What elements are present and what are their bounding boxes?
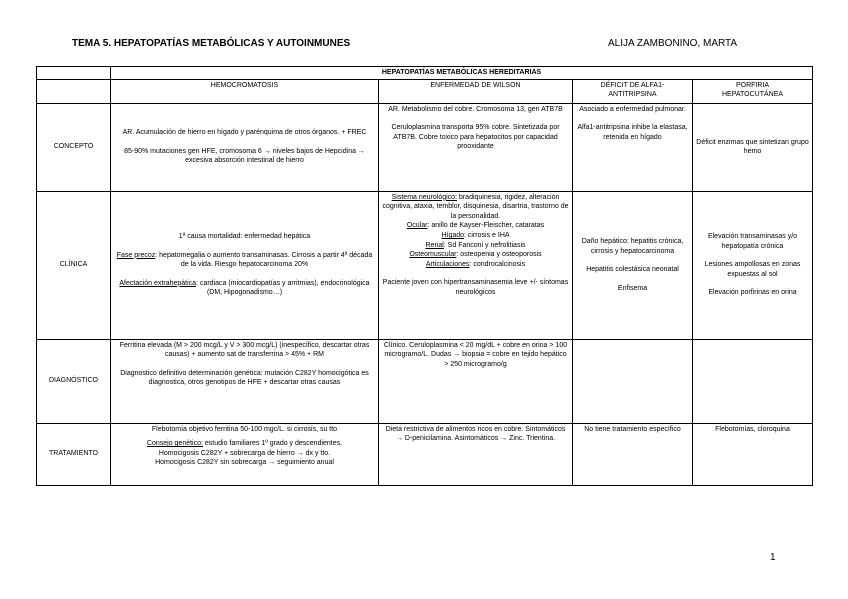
empty-corner-cell (37, 79, 111, 103)
row-tratamiento (37, 423, 813, 485)
cell-clinica-alfa: Daño hepático: hepatitis crónica, cirrosis y hepatocarcinoma Hepatitis colestásica neonatal Enfisema (573, 191, 693, 339)
cell-diagnostico-alfa (573, 339, 693, 423)
cell-tratamiento-hemo: Flebotomía objetivo ferritina 50-100 mgc/L. si cirrosis, su tto Consejo genético: estudio familiares 1º grado y descendientes. Homocigosis C282Y + sobrecarga de hierro → dx y tto. Homocigosis C282Y sin sobrecarga → seguimiento anual (111, 423, 379, 485)
cell-concepto-alfa: Asociado a enfermedad pulmonar. Alfa1-antitripsina inhibe la elastasa, retenida en hígado (573, 103, 693, 191)
document-author: ALIJA ZAMBONINO, MARTA (608, 38, 738, 49)
cell-diagnostico-wilson: Clínico. Ceruloplasmina < 20 mg/dL + cobre en orina > 100 microgramo/L. Dudas → biopsia = cobre en tejido hepático > 250 microgramo/g (379, 339, 573, 423)
document-title: TEMA 5. HEPATOPATÍAS METABÓLICAS Y AUTOINMUNES (72, 38, 351, 49)
cell-concepto-porfiria: Déficit enzimas que sintetizan grupo hemo (693, 103, 813, 191)
column-header-alfa1: DÉFICIT DE ALFA1- ANTITRIPSINA (573, 79, 693, 103)
cell-clinica-wilson: Sistema neurológico: bradiquinesia, rigidez, alteración cognitiva, ataxia, temblor, disquinesia, disartria, trastorno de la personalidad. Ocular: anillo de Kayser-Fleischer, cataratas Hígado: cirrosis e IHA Renal: Sd Fanconi y nefrolitiasis Osteomuscular: osteopenia y osteoporosis Articulaciones: condrocalcinosis Paciente joven con hipertransaminasemia leve +/- síntomas neurológicos (379, 191, 573, 339)
cell-diagnostico-hemo: Ferritina elevada (M > 200 mcg/L y V > 300 mcg/L) (inespecífico, descartar otras causas) + aumento sat de transferrina > 45% + RM Diagnostico definitivo determinación genética: mutación C282Y homocigótica es diagnostica, otros genotipos de HFE + descartar otras causas (111, 339, 379, 423)
row-label-diagnostico: DIAGNÓSTICO (37, 339, 111, 423)
cell-clinica-hemo: 1ª causa mortalidad: enfermedad hepática Fase precoz: hepatomegalia o aumento transaminasas. Cirrosis a partir 4ª década de la vida. Riesgo hepatocarcinoma 20% Afectación extrahepática: cardiaca (miocardiopatías y arritmias), endocrinológica (DM, Hipogonadismo…) (111, 191, 379, 339)
cell-tratamiento-wilson: Dieta restrictiva de alimentos ricos en cobre. Sintomáticos → D-penicilamina. Asintomáticos → Zinc. Trientina. (379, 423, 573, 485)
column-header-porfiria: PORFIRIA HEPATOCUTÁNEA (693, 79, 813, 103)
cell-clinica-porfiria: Elevación transaminasas y/o hepatopatía crónica Lesiones ampollosas en zonas expuestas al sol Elevación porfirinas en orina (693, 191, 813, 339)
metabolic-diseases-table (36, 66, 813, 486)
cell-tratamiento-porfiria: Flebotomías, cloroquina (693, 423, 813, 485)
cell-concepto-wilson: AR. Metabolismo del cobre. Cromosoma 13, gen ATB7B Ceruloplasmina transporta 95% cobre. Sintetizada por ATB7B. Cobre toxico para hepatocitos por capacidad prooxidante (379, 103, 573, 191)
column-header-wilson: ENFERMEDAD DE WILSON (379, 79, 573, 103)
row-label-tratamiento: TRATAMIENTO (37, 423, 111, 485)
cell-concepto-hemo: AR. Acumulación de hierro en hígado y parénquima de otros órganos. + FREC 85-90% mutaciones gen HFE, cromosoma 6 → niveles bajos de Hepcidina → excesiva absorción intestinal de hierro (111, 103, 379, 191)
cell-tratamiento-alfa: No tiene tratamiento específico (573, 423, 693, 485)
row-concepto (37, 103, 813, 191)
row-diagnostico (37, 339, 813, 423)
page-number: 1 (770, 552, 776, 563)
column-header-hemocromatosis: HEMOCROMATOSIS (111, 79, 379, 103)
empty-corner-cell (37, 67, 111, 80)
cell-diagnostico-porfiria (693, 339, 813, 423)
row-label-concepto: CONCEPTO (37, 103, 111, 191)
group-header-row (37, 67, 813, 80)
group-title: HEPATOPATÍAS METABÓLICAS HEREDITARIAS (111, 67, 813, 80)
column-header-row (37, 79, 813, 103)
row-clinica (37, 191, 813, 339)
row-label-clinica: CLÍNICA (37, 191, 111, 339)
